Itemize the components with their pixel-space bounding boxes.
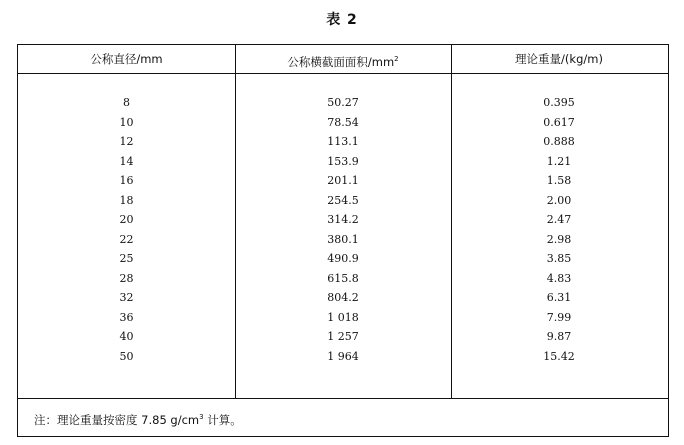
table-note-row bbox=[18, 398, 668, 436]
table-row bbox=[18, 152, 668, 172]
cell-area: 254.5 bbox=[327, 193, 359, 207]
cell-weight: 0.888 bbox=[543, 135, 575, 148]
cell-diameter: 22 bbox=[119, 232, 134, 246]
cell-diameter: 25 bbox=[119, 252, 134, 265]
cell-area: 78.54 bbox=[327, 115, 359, 129]
table-row bbox=[18, 347, 668, 367]
cell-area: 490.9 bbox=[327, 252, 359, 265]
cell-area: 380.1 bbox=[327, 232, 359, 246]
cell-diameter: 8 bbox=[123, 96, 130, 109]
cell-diameter: 32 bbox=[119, 291, 134, 304]
cell-area: 615.8 bbox=[327, 271, 359, 285]
cell-diameter: 12 bbox=[119, 135, 134, 148]
cell-weight: 15.42 bbox=[543, 349, 575, 363]
cell-weight: 0.395 bbox=[543, 96, 575, 109]
cell-weight: 9.87 bbox=[546, 330, 572, 343]
table-row bbox=[18, 327, 668, 347]
cell-weight: 1.21 bbox=[546, 154, 572, 168]
cell-area: 1 018 bbox=[327, 310, 359, 324]
note-superscript: 3 bbox=[199, 413, 204, 421]
cell-diameter: 28 bbox=[119, 271, 134, 285]
cell-area: 1 964 bbox=[327, 349, 359, 363]
table-row bbox=[18, 113, 668, 133]
header-diameter: 公称直径/mm bbox=[90, 52, 163, 66]
cell-diameter: 50 bbox=[119, 349, 134, 363]
table-note bbox=[34, 399, 242, 438]
cell-diameter: 20 bbox=[119, 213, 134, 226]
header-area bbox=[235, 45, 451, 73]
cell-weight: 6.31 bbox=[546, 291, 572, 304]
cell-weight: 7.99 bbox=[546, 310, 572, 324]
cell-area: 50.27 bbox=[327, 96, 359, 109]
header-weight: 理论重量/(kg/m) bbox=[515, 52, 603, 66]
header-area-superscript: 2 bbox=[394, 55, 399, 63]
cell-area: 804.2 bbox=[327, 291, 359, 304]
cell-diameter: 10 bbox=[119, 115, 134, 129]
cell-area: 153.9 bbox=[327, 154, 359, 168]
table-row bbox=[18, 269, 668, 289]
cell-area: 113.1 bbox=[327, 135, 359, 148]
cell-area: 201.1 bbox=[327, 174, 359, 187]
table-body bbox=[18, 93, 668, 366]
table-row bbox=[18, 132, 668, 152]
cell-weight: 2.47 bbox=[546, 213, 572, 226]
header-area-label: 公称横截面面积/mm bbox=[287, 55, 395, 69]
cell-diameter: 40 bbox=[119, 330, 134, 343]
cell-weight: 1.58 bbox=[546, 174, 572, 187]
table-row bbox=[18, 210, 668, 230]
cell-diameter: 36 bbox=[119, 310, 134, 324]
table-row bbox=[18, 308, 668, 328]
note-suffix: 计算。 bbox=[203, 413, 242, 427]
cell-weight: 4.83 bbox=[546, 271, 572, 285]
table-header-row bbox=[18, 45, 668, 74]
table-title: 表 2 bbox=[326, 12, 358, 28]
table-row bbox=[18, 171, 668, 191]
cell-weight: 0.617 bbox=[543, 115, 575, 129]
cell-area: 314.2 bbox=[327, 213, 359, 226]
table-row bbox=[18, 93, 668, 113]
table-row bbox=[18, 288, 668, 308]
cell-diameter: 16 bbox=[119, 174, 134, 187]
data-table bbox=[17, 44, 669, 437]
table-row bbox=[18, 191, 668, 211]
table-row bbox=[18, 249, 668, 269]
cell-area: 1 257 bbox=[327, 330, 359, 343]
cell-diameter: 18 bbox=[119, 193, 134, 207]
cell-weight: 2.00 bbox=[546, 193, 572, 207]
cell-weight: 3.85 bbox=[546, 252, 572, 265]
table-row bbox=[18, 230, 668, 250]
cell-diameter: 14 bbox=[119, 154, 134, 168]
note-text: 注：理论重量按密度 7.85 g/cm bbox=[34, 413, 200, 427]
cell-weight: 2.98 bbox=[546, 232, 572, 246]
